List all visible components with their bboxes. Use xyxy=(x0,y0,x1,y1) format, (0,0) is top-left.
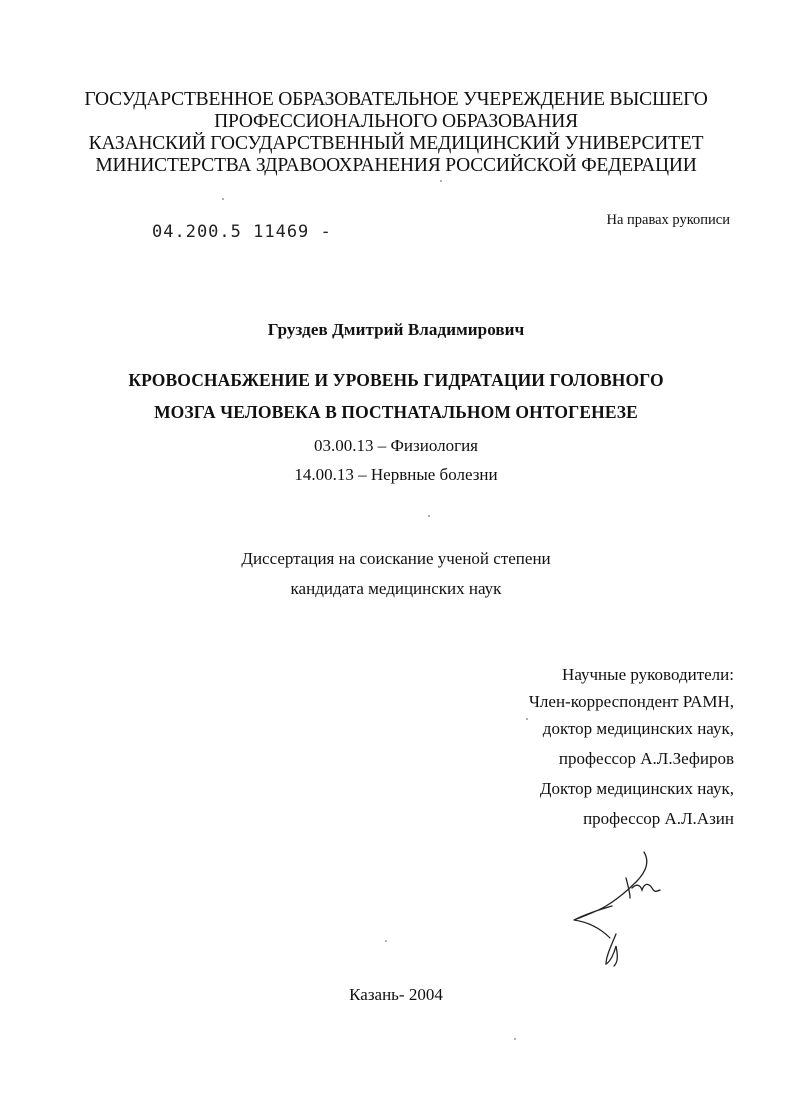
institution-line-3: КАЗАНСКИЙ ГОСУДАРСТВЕННЫЙ МЕДИЦИНСКИЙ УНИВЕРСИТЕТ xyxy=(88,133,704,154)
scan-speck xyxy=(222,198,224,200)
place-and-year: Казань- 2004 xyxy=(349,985,443,1004)
thesis-title-line-1: КРОВОСНАБЖЕНИЕ И УРОВЕНЬ ГИДРАТАЦИИ ГОЛОВНОГО xyxy=(128,370,664,390)
supervisor-line-1: Член-корреспондент РАМН, xyxy=(528,692,734,711)
institution-line-2: ПРОФЕССИОНАЛЬНОГО ОБРАЗОВАНИЯ xyxy=(214,111,578,132)
supervisors-heading: Научные руководители: xyxy=(562,665,734,684)
degree-line-2: кандидата медицинских наук xyxy=(290,579,502,598)
specialty-1: 03.00.13 – Физиология xyxy=(314,436,478,455)
scan-speck xyxy=(428,515,430,517)
scan-speck xyxy=(526,718,528,720)
supervisor-line-5: профессор А.Л.Азин xyxy=(583,809,734,828)
scan-speck xyxy=(440,180,442,182)
specialty-2: 14.00.13 – Нервные болезни xyxy=(294,465,498,484)
supervisor-line-3: профессор А.Л.Зефиров xyxy=(558,749,734,768)
scan-speck xyxy=(514,1038,516,1040)
supervisor-line-4: Доктор медицинских наук, xyxy=(539,779,734,798)
institution-line-4: МИНИСТЕРСТВА ЗДРАВООХРАНЕНИЯ РОССИЙСКОЙ ФЕДЕРАЦИИ xyxy=(95,155,697,176)
library-stamp-number: 04.200.5 11469 - xyxy=(152,222,332,242)
supervisor-line-2: доктор медицинских наук, xyxy=(542,719,734,738)
scan-speck xyxy=(385,940,387,942)
degree-line-1: Диссертация на соискание ученой степени xyxy=(241,549,551,568)
author-name: Груздев Дмитрий Владимирович xyxy=(267,320,525,339)
rights-note: На правах рукописи xyxy=(606,212,730,228)
handwritten-signature xyxy=(566,848,676,968)
institution-line-1: ГОСУДАРСТВЕННОЕ ОБРАЗОВАТЕЛЬНОЕ УЧЕРЕЖДЕНИЕ ВЫСШЕГО xyxy=(84,89,708,110)
thesis-title-line-2: МОЗГА ЧЕЛОВЕКА В ПОСТНАТАЛЬНОМ ОНТОГЕНЕЗЕ xyxy=(154,402,638,422)
